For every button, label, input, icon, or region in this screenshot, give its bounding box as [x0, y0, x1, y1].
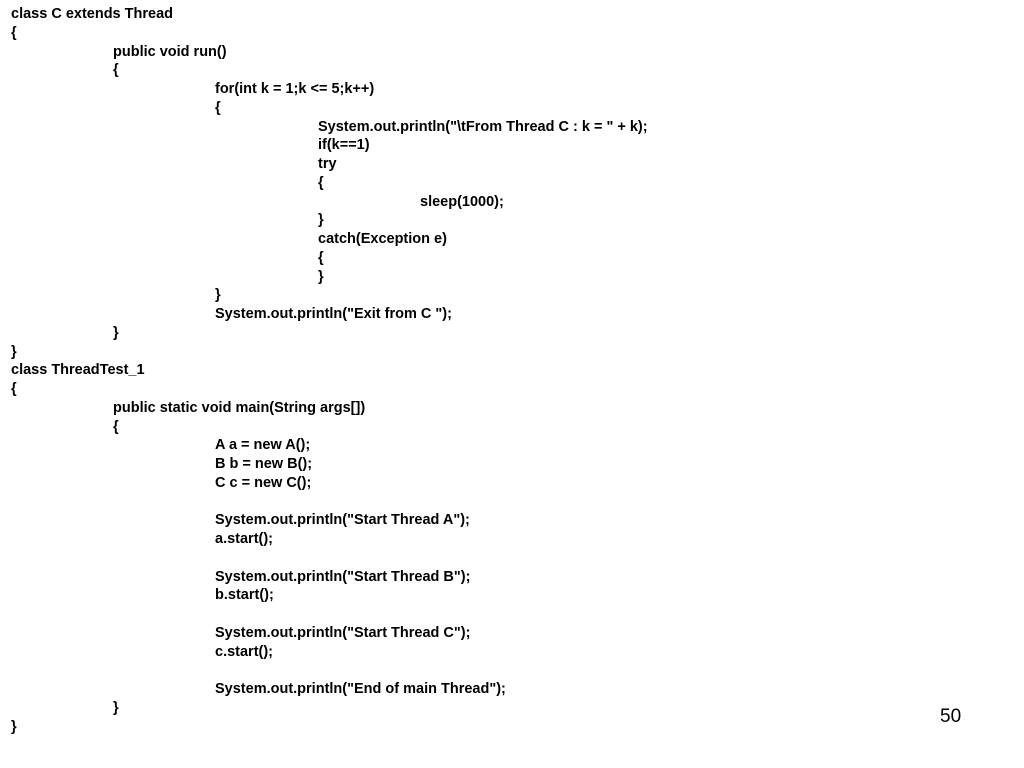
code-line: for(int k = 1;k <= 5;k++) [215, 81, 375, 97]
code-line: C c = new C(); [215, 474, 312, 491]
code-line: c.start(); [215, 643, 274, 660]
code-line: } [215, 287, 221, 304]
code-line [11, 661, 648, 680]
code-line: { [113, 62, 119, 79]
code-line: class C extends Thread [11, 6, 173, 22]
code-line: System.out.println("Start Thread B"); [215, 568, 471, 585]
code-line: public static void main(String args[]) [113, 399, 366, 416]
code-line: { [215, 99, 221, 116]
code-line: if(k==1) [318, 137, 370, 154]
code-line: B b = new B(); [215, 456, 313, 472]
code-line: b.start(); [215, 587, 274, 604]
code-line [11, 549, 648, 568]
code-line: } [113, 699, 119, 716]
code-line: try [318, 156, 337, 172]
code-line: System.out.println("\tFrom Thread C : k = " + k); [318, 118, 648, 135]
page-number: 50 [940, 706, 962, 727]
code-line: System.out.println("Exit from C "); [215, 306, 452, 322]
code-line: class ThreadTest_1 [11, 362, 145, 379]
code-line: { [11, 24, 17, 41]
code-line: System.out.println("Start Thread A"); [215, 512, 470, 529]
code-line: a.start(); [215, 531, 274, 547]
code-line: } [318, 268, 324, 285]
code-line: System.out.println("End of main Thread"); [215, 681, 506, 697]
code-line: { [318, 174, 324, 191]
code-line: sleep(1000); [420, 193, 504, 210]
code-listing [11, 5, 648, 736]
code-line: { [318, 249, 324, 266]
code-line: } [11, 718, 17, 735]
code-line: } [318, 212, 324, 229]
code-line: { [113, 418, 119, 435]
code-line: { [11, 381, 17, 397]
code-line: } [11, 343, 17, 360]
code-line: A a = new A(); [215, 437, 311, 454]
code-line: public void run() [113, 43, 227, 60]
code-line: catch(Exception e) [318, 231, 447, 247]
code-line [11, 493, 648, 512]
code-line [11, 605, 648, 624]
code-line: System.out.println("Start Thread C"); [215, 624, 471, 641]
code-line: } [113, 324, 119, 341]
